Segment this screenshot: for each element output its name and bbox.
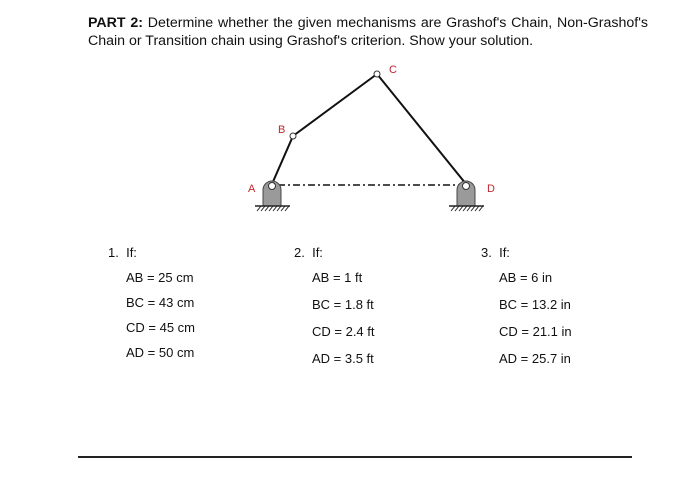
problem-1 [108,244,248,364]
link-cd [377,74,466,184]
problem-3-if: If: [499,245,510,260]
problem-2-bc: BC = 1.8 ft [312,297,374,312]
instructions-text: Determine whether the given mechanisms are Grashof's Chain, Non-Grashof's Chain or Transition chain using Grashof's criterion. Show your solution. [88,15,648,49]
label-c: C [389,64,397,76]
problem-2-ab: AB = 1 ft [312,270,363,285]
joint-b [290,133,296,139]
problem-1-ad: AD = 50 cm [126,345,195,360]
problem-3-cd: CD = 21.1 in [499,324,572,339]
problem-2-ad: AD = 3.5 ft [312,351,374,366]
problem-1-header [108,244,248,261]
problem-3-number: 3. [481,245,492,260]
problem-2-if: If: [312,245,323,260]
problem-3-ab: AB = 6 in [499,270,553,285]
problem-1-number: 1. [108,245,119,260]
problem-3-header [481,244,621,261]
problem-1-ab: AB = 25 cm [126,270,194,285]
problem-1-cd: CD = 45 cm [126,320,195,335]
label-d: D [487,183,495,195]
problem-3-bc: BC = 13.2 in [499,297,571,312]
problem-2 [294,244,434,368]
problem-3-ad: AD = 25.7 in [499,351,571,366]
link-bc [293,74,377,136]
part-label: PART 2: [88,15,143,31]
four-bar-linkage-diagram [0,0,700,240]
problem-1-bc: BC = 43 cm [126,295,195,310]
joint-c [374,71,380,77]
problem-2-header [294,244,434,261]
problem-1-if: If: [126,245,137,260]
problem-2-number: 2. [294,245,305,260]
link-ab [272,136,293,184]
problem-3 [481,244,621,368]
bottom-divider [78,456,632,458]
problem-2-cd: CD = 2.4 ft [312,324,375,339]
label-a: A [248,183,256,195]
label-b: B [278,124,286,136]
